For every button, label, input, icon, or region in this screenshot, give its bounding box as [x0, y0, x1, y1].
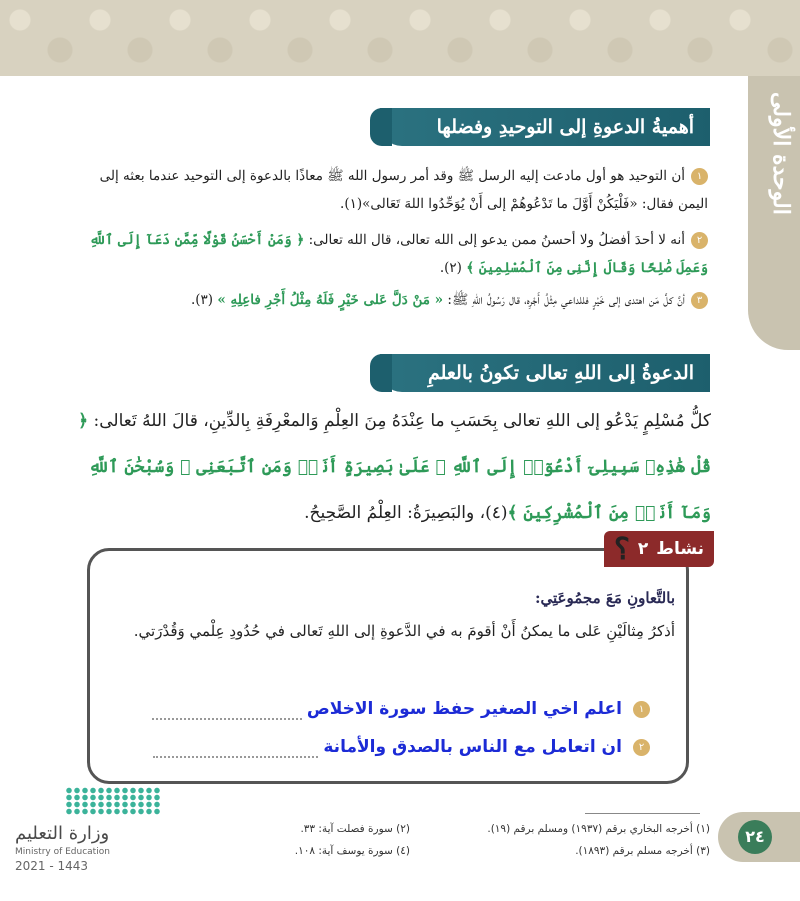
- point-number: ٣: [691, 292, 708, 309]
- point-2: [78, 226, 708, 282]
- section-title: أهميةُ الدعوةِ إلى التوحيدِ وفضلها: [436, 116, 694, 138]
- point-number: ١: [691, 168, 708, 185]
- answer-text: اعلم اخي الصغير حفظ سورة الاخلاص: [306, 699, 622, 719]
- question-mark-icon: ؟: [613, 531, 630, 567]
- ministry-logo: [15, 787, 165, 877]
- footnote-4: (٤) سورة يوسف آية: ١٠٨.: [294, 845, 410, 857]
- dotted-line: [152, 700, 302, 720]
- dotted-line: [153, 738, 318, 758]
- point-number: ٢: [691, 232, 708, 249]
- activity-number: ٢: [637, 539, 649, 559]
- point-text: أنه لا أحدَ أفضلُ ولا أحسنُ ممن يدعو إلى الله تعالى، قال الله تعالى:: [308, 232, 685, 248]
- point-text: أنَّ كلَّ مَن اهتدى إلى خَيْرٍ فللداعي مِثْلُ أَجْرِه، قال رَسُولُ اللهِ ﷺ:: [447, 292, 685, 308]
- unit-tab: [748, 76, 800, 350]
- quran-quote: ﴿ وَمَنْ أَحْسَنُ قَوْلًا مِّمَّن دَعَآ إِلَى ٱللَّهِ وَعَمِلَ صَٰلِحًا وَقَالَ إِنَّنِى مِنَ ٱلْمُسْلِمِينَ ﴾: [89, 232, 708, 276]
- basira-definition: والبَصِيرَةُ: العِلْمُ الصَّحِيحُ.: [304, 503, 475, 523]
- footnote-2: (٢) سورة فصلت آية: ٣٣.: [300, 823, 410, 835]
- logo-dots-icon: [65, 787, 160, 815]
- answer-number: ١: [633, 701, 650, 718]
- logo-year: 2021 - 1443: [15, 859, 89, 873]
- logo-arabic: وزارة التعليم: [15, 823, 110, 844]
- answer-line-1[interactable]: [110, 694, 650, 724]
- section-title: الدعوةُ إلى اللهِ تعالى تكونُ بالعلمِ: [427, 362, 694, 384]
- answer-number: ٢: [633, 739, 650, 756]
- hadith-quote: « مَنْ دَلَّ عَلى خَيْرٍ فَلَهُ مِثْلُ أَجْرِ فاعِلِهِ »: [217, 292, 444, 308]
- page-number-tab: [718, 812, 800, 862]
- section-heading-knowledge: [380, 354, 710, 392]
- unit-label: الوحدة الأولى: [768, 92, 794, 215]
- decorative-banner: [0, 0, 800, 76]
- quran-quote: ﴿ قُلْ هَٰذِهِۦ سَبِيلِىٓ أَدْعُوٓا۟ إِلَى ٱللَّهِ ۚ عَلَىٰ بَصِيرَةٍ أَنَا۠ وَمَنِ ٱتَّبَعَنِى ۖ وَسُبْحَٰنَ ٱللَّهِ وَمَآ أَنَا۠ مِنَ ٱلْمُشْرِكِينَ ﴾: [78, 411, 711, 523]
- answer-text: ان اتعامل مع الناس بالصدق والأمانة: [323, 737, 622, 757]
- footnote-divider: [585, 813, 700, 814]
- activity-label: نشاط: [656, 539, 705, 559]
- logo-english: Ministry of Education: [15, 847, 110, 857]
- footnote-ref: (٤)،: [479, 503, 508, 523]
- intro-text: كلُّ مُسْلِمٍ يَدْعُو إلى اللهِ تعالى بِحَسَبِ ما عِنْدَهُ مِنَ العِلْمِ وَالمعْرِفَةِ بِالدِّينِ، قالَ اللهُ تَعالى:: [93, 411, 711, 431]
- knowledge-paragraph: [75, 398, 711, 536]
- point-1: [78, 162, 708, 218]
- section-heading-importance: [380, 108, 710, 146]
- footnote-ref: (٢).: [439, 260, 462, 276]
- footnote-ref: (٣).: [190, 292, 214, 308]
- point-text: أن التوحيد هو أول مادعت إليه الرسل ﷺ وقد أمر رسول الله ﷺ معاذًا بالدعوة إلى التوحيد عندما بعثه إلى اليمن فقال: «فَلْيَكُنْ أَوَّلَ ما تَدْعُوهُمْ إلى أَنْ يُوَحِّدُوا اللهَ تَعَالى»(١).: [99, 168, 708, 212]
- footnote-1: (١) أخرجه البخاري برقم (١٩٣٧) ومسلم برقم (١٩).: [487, 823, 710, 835]
- page-number: ٢٤: [738, 820, 772, 854]
- activity-badge: [604, 531, 714, 567]
- answer-line-2[interactable]: [110, 732, 650, 762]
- point-3: [78, 286, 708, 314]
- activity-subtitle: بالتَّعاونِ مَعَ مجمُوعَتِي:: [534, 589, 675, 607]
- activity-prompt: أذكرُ مِثالَيْنِ عَلى ما يمكنُ أَنْ أقومَ به في الدَّعوةِ إلى اللهِ تَعالى في حُدُودِ عِلْمي وَقُدْرَتي.: [133, 622, 675, 640]
- footnote-3: (٣) أخرجه مسلم برقم (١٨٩٣).: [575, 845, 710, 857]
